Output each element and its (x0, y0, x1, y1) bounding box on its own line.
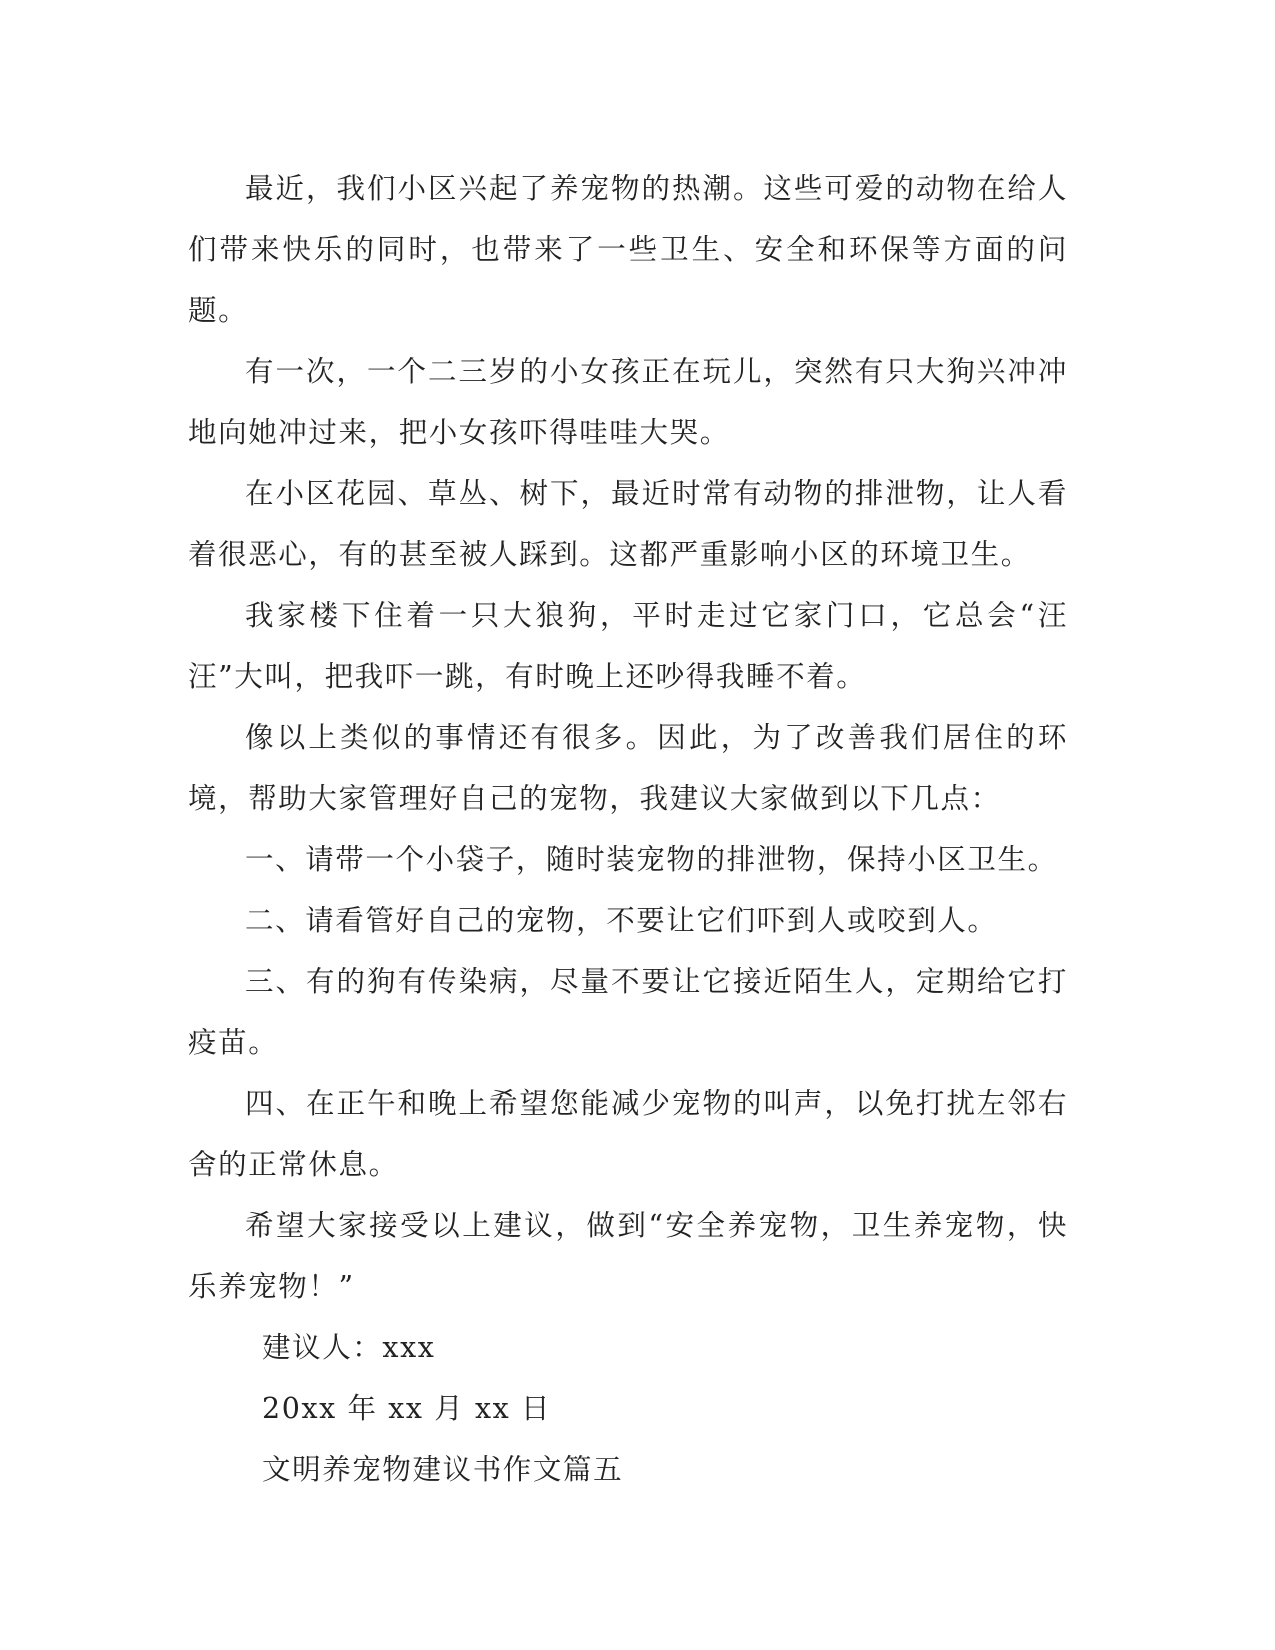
suggestion-item-2: 二、请看管好自己的宠物，不要让它们吓到人或咬到人。 (245, 904, 998, 937)
paragraph-girl-story: 有一次，一个二三岁的小女孩正在玩儿，突然有只大狗兴冲冲地向她冲过来，把小女孩吓得哇哇大哭。 (188, 355, 1068, 449)
document-body (188, 158, 1068, 1500)
suggestion-item-1: 一、请带一个小袋子，随时装宠物的排泄物，保持小区卫生。 (245, 843, 1058, 876)
suggestion-item-3: 三、有的狗有传染病，尽量不要让它接近陌生人，定期给它打疫苗。 (188, 965, 1068, 1059)
date-line: 20xx 年 xx 月 xx 日 (262, 1392, 552, 1425)
paragraph-closing: 希望大家接受以上建议，做到“安全养宠物，卫生养宠物，快乐养宠物！” (188, 1209, 1068, 1303)
next-section-title: 文明养宠物建议书作文篇五 (262, 1453, 624, 1486)
signature-line: 建议人：xxx (262, 1331, 436, 1364)
suggestion-item-4: 四、在正午和晚上希望您能减少宠物的叫声，以免打扰左邻右舍的正常休息。 (188, 1087, 1068, 1181)
paragraph-garden: 在小区花园、草丛、树下，最近时常有动物的排泄物，让人看着很恶心，有的甚至被人踩到。这都严重影响小区的环境卫生。 (188, 477, 1068, 571)
paragraph-wolfdog: 我家楼下住着一只大狼狗，平时走过它家门口，它总会“汪汪”大叫，把我吓一跳，有时晚上还吵得我睡不着。 (188, 599, 1068, 693)
paragraph-intro: 最近，我们小区兴起了养宠物的热潮。这些可爱的动物在给人们带来快乐的同时，也带来了一些卫生、安全和环保等方面的问题。 (188, 172, 1068, 327)
paragraph-suggestions-intro: 像以上类似的事情还有很多。因此，为了改善我们居住的环境，帮助大家管理好自己的宠物，我建议大家做到以下几点： (188, 721, 1068, 815)
